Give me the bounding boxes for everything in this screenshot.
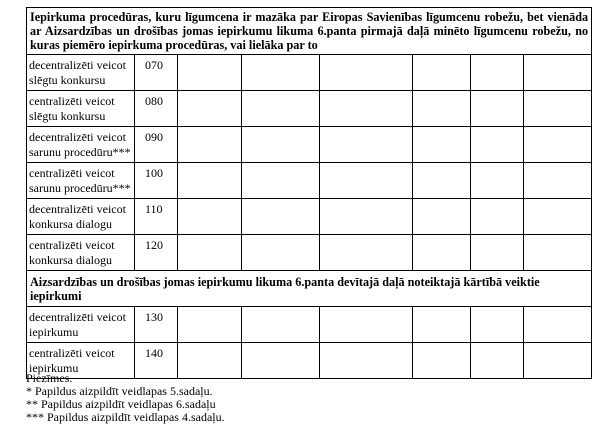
row-code: 100	[135, 163, 178, 199]
row-label: centralizēti veicot slēgtu konkursu	[27, 91, 135, 127]
cell	[524, 307, 592, 343]
cell	[524, 235, 592, 271]
cell	[178, 199, 242, 235]
table-row	[27, 127, 592, 163]
cell	[524, 199, 592, 235]
cell	[413, 307, 471, 343]
cell	[524, 127, 592, 163]
row-label: centralizēti veicot sarunu procedūru***	[27, 163, 135, 199]
cell	[524, 91, 592, 127]
cell	[178, 307, 242, 343]
row-label: decentralizēti veicot iepirkumu	[27, 307, 135, 343]
cell	[178, 91, 242, 127]
cell	[524, 55, 592, 91]
cell	[413, 91, 471, 127]
cell	[471, 199, 524, 235]
row-label: decentralizēti veicot sarunu procedūru***	[27, 127, 135, 163]
row-code: 070	[135, 55, 178, 91]
cell	[320, 91, 413, 127]
section1-heading: Iepirkuma procedūras, kuru līgumcena ir mazāka par Eiropas Savienības līgumcenu robežu, bet vienāda ar Aizsardzības un drošības jomas iepirkumu likuma 6.panta pirmajā daļā minēto līgumcenu robežu, no kuras piemēro iepirkuma procedūras, vai lielāka par to	[27, 8, 592, 55]
cell	[471, 163, 524, 199]
cell	[524, 343, 592, 379]
cell	[413, 199, 471, 235]
cell	[471, 343, 524, 379]
row-code: 120	[135, 235, 178, 271]
cell	[471, 235, 524, 271]
section2-heading: Aizsardzības un drošības jomas iepirkumu likuma 6.panta devītajā daļā noteiktajā kārtībā veiktie iepirkumi	[27, 271, 592, 307]
cell	[471, 91, 524, 127]
note-item: *** Papildus aizpildīt veidlapas 4.sadaļu.	[26, 410, 225, 424]
table-row	[27, 91, 592, 127]
row-label: centralizēti veicot konkursa dialogu	[27, 235, 135, 271]
cell	[320, 163, 413, 199]
row-label: decentralizēti veicot konkursa dialogu	[27, 199, 135, 235]
note-item: * Papildus aizpildīt veidlapas 5.sadaļu.	[26, 384, 213, 398]
cell	[242, 127, 320, 163]
cell	[242, 343, 320, 379]
cell	[242, 55, 320, 91]
row-label: decentralizēti veicot slēgtu konkursu	[27, 55, 135, 91]
cell	[471, 307, 524, 343]
cell	[413, 163, 471, 199]
table-row	[27, 163, 592, 199]
cell	[178, 127, 242, 163]
cell	[320, 127, 413, 163]
row-code: 140	[135, 343, 178, 379]
row-code: 130	[135, 307, 178, 343]
cell	[320, 55, 413, 91]
cell	[471, 127, 524, 163]
cell	[242, 163, 320, 199]
row-code: 080	[135, 91, 178, 127]
cell	[413, 343, 471, 379]
cell	[320, 199, 413, 235]
table-row	[27, 235, 592, 271]
cell	[413, 127, 471, 163]
cell	[178, 163, 242, 199]
cell	[524, 163, 592, 199]
notes-title: Piezīmes.	[26, 371, 73, 385]
cell	[242, 91, 320, 127]
cell	[320, 235, 413, 271]
row-code: 090	[135, 127, 178, 163]
table-row	[27, 199, 592, 235]
procurement-table	[26, 7, 592, 379]
cell	[178, 55, 242, 91]
cell	[413, 55, 471, 91]
table-row	[27, 307, 592, 343]
row-code: 110	[135, 199, 178, 235]
cell	[178, 235, 242, 271]
cell	[242, 235, 320, 271]
cell	[320, 307, 413, 343]
table-row	[27, 55, 592, 91]
cell	[471, 55, 524, 91]
row-label: centralizēti veicot iepirkumu	[27, 343, 135, 379]
notes	[26, 372, 225, 424]
note-item: ** Papildus aizpildīt veidlapas 6.sadaļu	[26, 397, 216, 411]
cell	[242, 307, 320, 343]
cell	[320, 343, 413, 379]
cell	[242, 199, 320, 235]
cell	[413, 235, 471, 271]
